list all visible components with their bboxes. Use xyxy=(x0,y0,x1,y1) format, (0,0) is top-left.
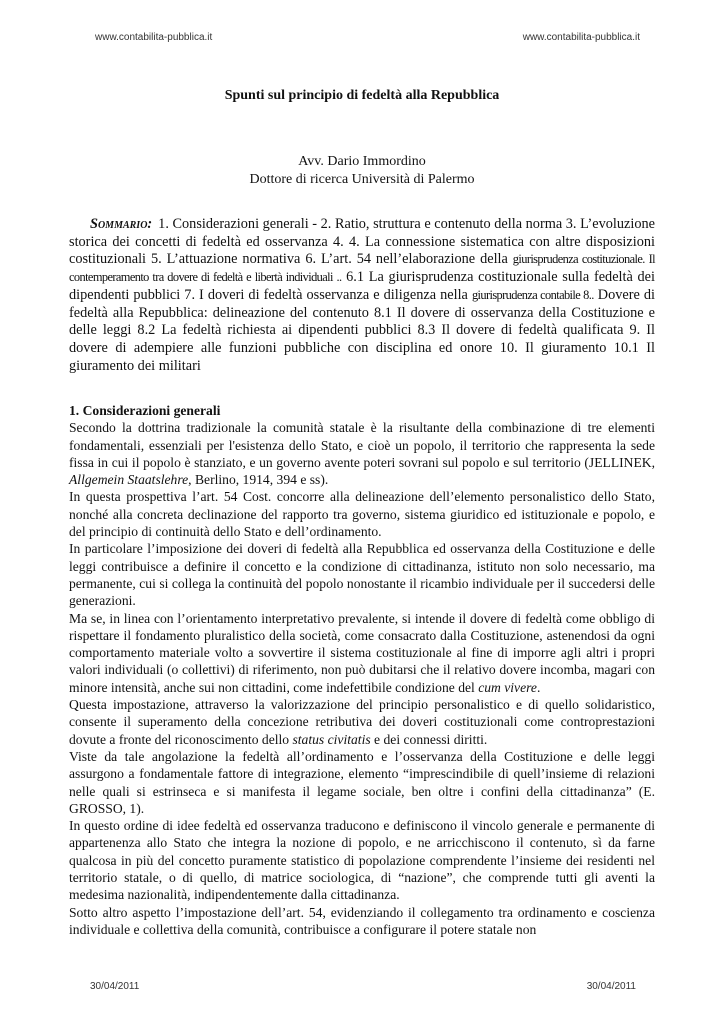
sommario-label: Sommario: xyxy=(90,216,153,232)
paragraph-4-text-b: . xyxy=(536,679,541,695)
paragraph-5-text-a: Questa impostazione, attraverso la valorizzazione del principio personalistico e di quello solidaristico, consente il superamento della concezione retributiva dei doveri costituzionali come controprestazioni dovute a fronte del riconoscimento dello xyxy=(69,697,655,747)
paragraph-1 xyxy=(69,419,655,488)
paragraph-3: In particolare l’imposizione dei doveri di fedeltà alla Repubblica ed osservanza della Costituzione e delle leggi contribuisce a definire il concetto e la condizione di cittadinanza, istituto non solo necessario, ma permanente, cui si collega la continuità del popolo nonostante il ricambio individuale per il succedersi delle generazioni. xyxy=(69,541,655,609)
section-1 xyxy=(69,402,655,938)
header-left-url: www.contabilita-pubblica.it xyxy=(95,32,213,43)
paragraph-2: In questa prospettiva l’art. 54 Cost. concorre alla delineazione dell’elemento personalistico dello Stato, nonché alla concreta declinazione del rapporto tra governo, sistema giuridico ed istituzionale e popolo, e del principio di continuità dello Stato e dell’ordinamento. xyxy=(69,489,655,540)
paragraph-4 xyxy=(69,610,655,696)
sommario-text-b: giurisprudenza costituzionale. Il contemperamento tra dovere di fedeltà e libertà individuali .. xyxy=(69,252,655,285)
paragraph-5-italic: status civitatis xyxy=(292,731,371,747)
author-affiliation: Dottore di ricerca Università di Palermo xyxy=(249,172,475,187)
paragraph-5 xyxy=(69,696,655,748)
sommario xyxy=(69,216,655,375)
paragraph-4-text-a: Ma se, in linea con l’orientamento interpretativo prevalente, si intende il dovere di fedeltà come obbligo di rispettare il fondamento pluralistico della società, come consacrato dalla Costituzione, astenendosi da ogni comportamento materiale volto a sovvertire il sistema costituzionale al fine di imporre agli altri i propri valori individuali (o collettivi) di riferimento, non può dubitarsi che il relativo dovere incomba, magari con minore intensità, anche sui non cittadini, come indefettibile condizione del xyxy=(69,610,655,695)
sommario-text-e: Dovere di fedeltà alla Repubblica: delineazione del contenuto 8.1 Il dovere di osservanza della Costituzione e delle leggi 8.2 La fedeltà richiesta ai dipendenti pubblici 8.3 Il dovere di fedeltà qualificata 9. Il dovere di adempiere alle funzioni pubbliche con disciplina ed onore 10. Il giuramento 10.1 Il giuramento dei militari xyxy=(69,286,655,374)
footer-left-date: 30/04/2011 xyxy=(90,981,140,992)
header-right-url: www.contabilita-pubblica.it xyxy=(522,32,640,43)
paragraph-7: In questo ordine di idee fedeltà ed osservanza traducono e definiscono il vincolo generale e permanente di appartenenza allo Stato che integra la nozione di popolo, e ne arricchiscono il contenuto, sì da farne qualcosa in più del concetto puramente statistico di popolazione comprendente l’insieme dei residenti nel territorio statale, o di quello, di matrice sociologica, di “nazione”, che comprende tutti gli aventi la medesima nazionalità, indipendentemente dalla cittadinanza. xyxy=(69,818,655,903)
paragraph-5-text-b: e dei connessi diritti. xyxy=(370,731,488,747)
author-name: Avv. Dario Immordino xyxy=(298,154,426,169)
sommario-text-a: 1. Considerazioni generali - 2. Ratio, struttura e contenuto della norma 3. L’evoluzione storica dei concetti di fedeltà ed osservanza 4. 4. La connessione sistematica con altre disposizioni costituzionali 5. L’attuazione normativa 6. L’art. 54 nell’elaborazione della xyxy=(69,216,655,268)
section-1-heading: 1. Considerazioni generali xyxy=(69,403,221,418)
author-block xyxy=(0,153,724,189)
document-title: Spunti sul principio di fedeltà alla Repubblica xyxy=(224,88,500,103)
paragraph-1-text-b: , Berlino, 1914, 394 e ss). xyxy=(188,472,329,488)
paragraph-1-text-a: Secondo la dottrina tradizionale la comunità statale è la risultante della combinazione di tre elementi fondamentali, essenziali per l'esistenza dello Stato, e cioè un popolo, il territorio che rappresenta la sede fissa in cui il popolo è stanziato, e un governo avente poteri sovrani sul popolo e sul territorio (JELLINEK, xyxy=(69,420,655,470)
paragraph-4-italic: cum vivere xyxy=(478,679,537,695)
paragraph-6: Viste da tale angolazione la fedeltà all’ordinamento e l’osservanza della Costituzione e delle leggi assurgono a fondamentale fattore di integrazione, elemento “imprescindibile di quell’insieme di relazioni nelle quali si estrinseca e si manifesta il legame sociale, ben oltre i confini della cittadinanza” (E. GROSSO, 1). xyxy=(69,748,655,816)
sommario-text-c: 6.1 La giurisprudenza costituzionale sulla fedeltà dei dipendenti pubblici 7. I doveri di fedeltà osservanza e diligenza nella xyxy=(69,269,656,303)
footer-right-date: 30/04/2011 xyxy=(586,981,636,992)
sommario-text-d: giurisprudenza contabile 8.. xyxy=(471,287,594,302)
paragraph-1-italic: Allgemein Staatslehre xyxy=(69,472,189,488)
paragraph-8: Sotto altro aspetto l’impostazione dell’art. 54, evidenziando il collegamento tra ordinamento e coscienza individuale e collettiva della comunità, contribuisce a configurare il potere statale non xyxy=(69,904,655,937)
